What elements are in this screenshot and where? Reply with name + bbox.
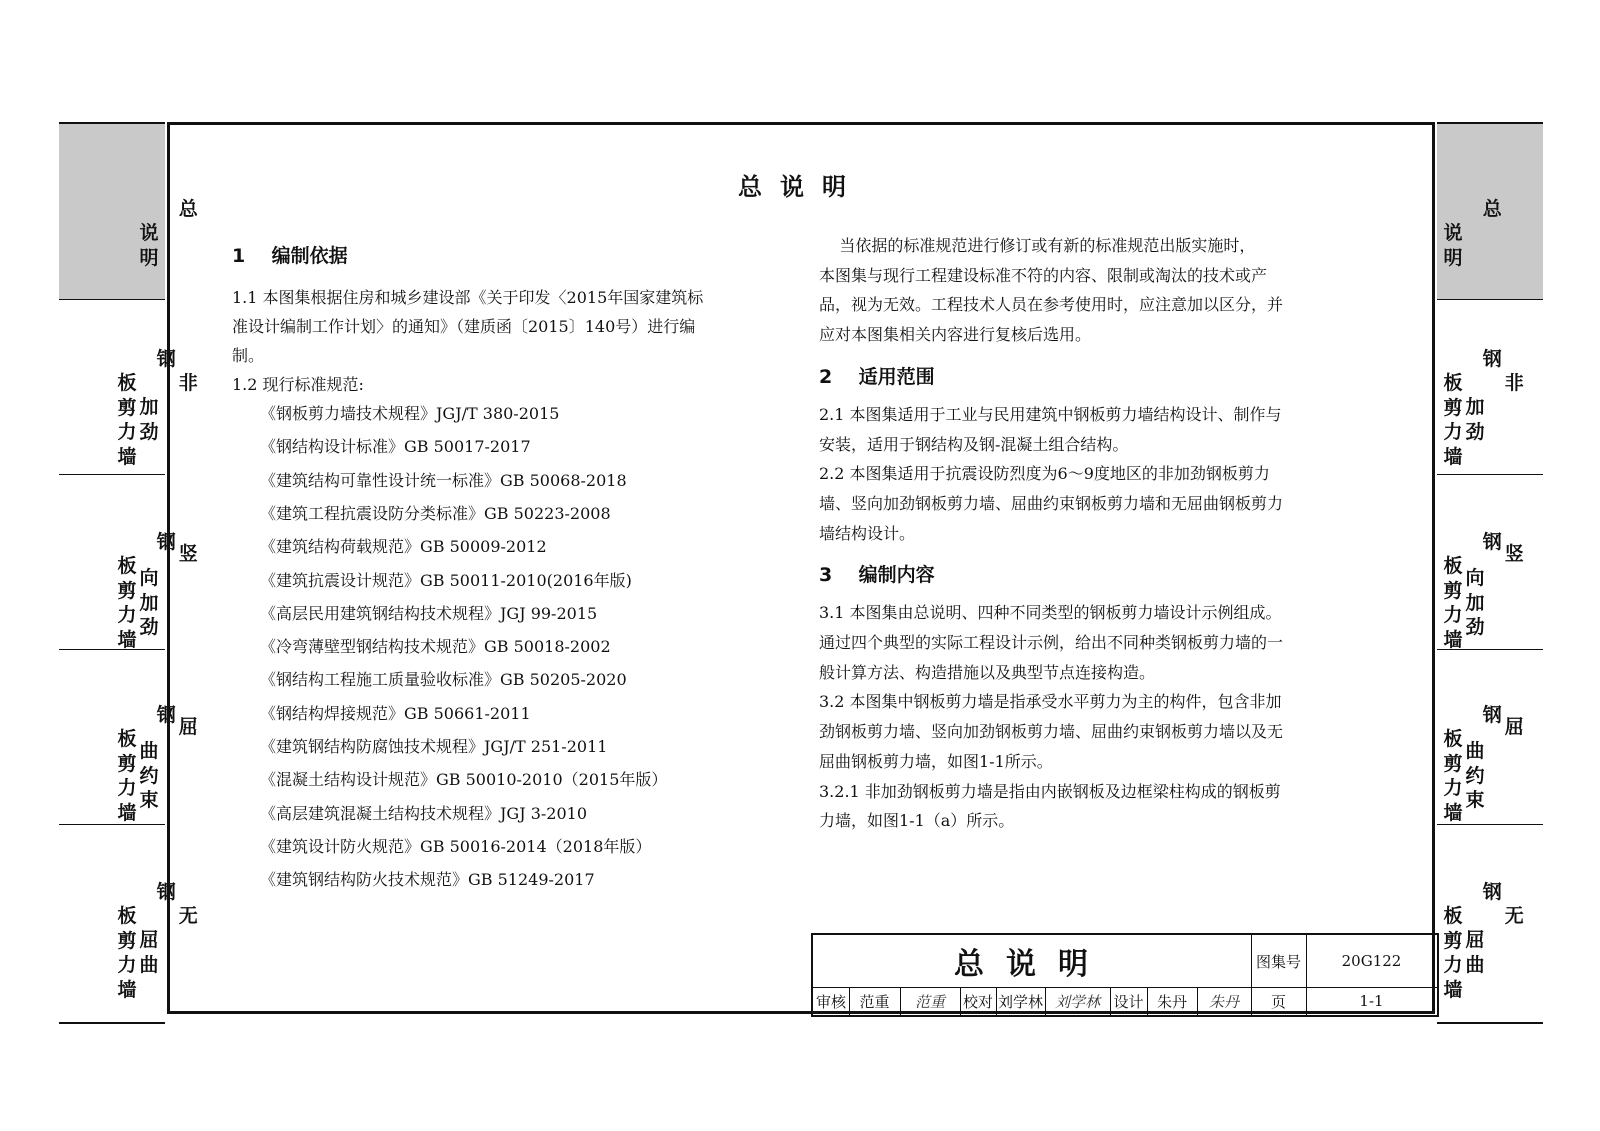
- tab-label-col1: 钢 板 剪 力 墙: [117, 880, 176, 1001]
- tab-label-col2: 屈 曲 约 束: [139, 715, 198, 811]
- left-tab-column: [59, 122, 198, 1024]
- tab-label-col1: 钢 板 剪 力 墙: [1443, 880, 1502, 1001]
- drawing-frame: [167, 122, 1435, 1014]
- tab-general-notes[interactable]: [59, 124, 198, 299]
- paragraph-line: 屈曲钢板剪力墙，如图1-1所示。: [819, 751, 1053, 771]
- designer-signature: 朱丹: [1208, 992, 1239, 1011]
- title-block: [811, 933, 1439, 1017]
- checker-signature: 刘学林: [1054, 992, 1100, 1011]
- standard-item: 《冷弯薄壁型钢结构技术规范》GB 50018-2002: [260, 637, 611, 657]
- atlas-number: 20G122: [1341, 952, 1402, 970]
- tab-non-buckling[interactable]: [59, 824, 198, 1020]
- paragraph-line: 3.2.1 非加劲钢板剪力墙是指由内嵌钢板及边框梁柱构成的钢板剪: [819, 781, 1281, 801]
- paragraph-line: 当依据的标准规范进行修订或有新的标准规范出版实施时，: [819, 236, 1256, 255]
- check-label: 校对: [962, 992, 993, 1011]
- standard-item: 《建筑钢结构防腐蚀技术规程》JGJ/T 251-2011: [260, 737, 608, 756]
- page-number: 1-1: [1359, 992, 1384, 1010]
- tab-label: 总 说 明: [1443, 197, 1502, 269]
- tab-buckling-restrained[interactable]: [1437, 649, 1543, 824]
- paragraph-line: 通过四个典型的实际工程设计示例，给出不同种类钢板剪力墙的一: [819, 633, 1284, 652]
- standard-item: 《高层建筑混凝土结构技术规程》JGJ 3-2010: [260, 803, 588, 823]
- paragraph-line: 1.2 现行标准规范:: [232, 375, 364, 394]
- atlas-number-label: 图集号: [1255, 952, 1301, 971]
- paragraph-line: 劲钢板剪力墙、竖向加劲钢板剪力墙、屈曲约束钢板剪力墙以及无: [819, 722, 1284, 742]
- standard-item: 《高层民用建筑钢结构技术规程》JGJ 99-2015: [260, 603, 598, 623]
- standard-item: 《建筑抗震设计规范》GB 50011-2010(2016年版): [260, 570, 632, 590]
- tab-label-col2: 非 加 劲: [139, 371, 198, 443]
- paragraph-line: 墙结构设计。: [819, 523, 916, 543]
- tab-label-col2: 屈 曲 约 束: [1465, 715, 1524, 811]
- tab-unstiffened[interactable]: [59, 299, 198, 474]
- right-tab-column: [1437, 122, 1543, 1024]
- tab-label-col2: 竖 向 加 劲: [1465, 542, 1524, 638]
- standard-item: 《混凝土结构设计规范》GB 50010-2010（2015年版）: [260, 770, 668, 790]
- tab-label-col1: 钢 板 剪 力 墙: [117, 530, 176, 651]
- paragraph-line: 品，视为无效。工程技术人员在参考使用时，应注意加以区分，并: [819, 295, 1284, 315]
- paragraph-line: 应对本图集相关内容进行复核后选用。: [819, 325, 1092, 345]
- tab-label: 总 说 明: [139, 197, 198, 269]
- standard-item: 《建筑钢结构防火技术规范》GB 51249-2017: [260, 870, 595, 890]
- reviewer-signature: 范重: [914, 992, 945, 1011]
- paragraph-line: 3.1 本图集由总说明、四种不同类型的钢板剪力墙设计示例组成。: [819, 603, 1282, 623]
- standard-item: 《钢结构焊接规范》GB 50661-2011: [260, 703, 531, 723]
- paragraph-line: 安装，适用于钢结构及钢-混凝土组合结构。: [819, 434, 1129, 454]
- paragraph-line: 制。: [232, 346, 265, 365]
- tab-label-col1: 钢 板 剪 力 墙: [1443, 703, 1502, 824]
- tab-general-notes[interactable]: [1437, 124, 1543, 299]
- standard-item: 《建筑工程抗震设防分类标准》GB 50223-2008: [260, 503, 611, 523]
- standard-item: 《钢板剪力墙技术规程》JGJ/T 380-2015: [260, 404, 560, 423]
- review-label: 审核: [815, 992, 846, 1011]
- reviewer-name: 范重: [859, 992, 890, 1011]
- section-heading: 2 适用范围: [819, 365, 935, 388]
- tab-label-col1: 钢 板 剪 力 墙: [117, 703, 176, 824]
- tab-vertical-stiffened[interactable]: [1437, 474, 1543, 649]
- standard-item: 《建筑结构荷载规范》GB 50009-2012: [260, 537, 547, 557]
- standard-item: 《钢结构设计标准》GB 50017-2017: [260, 437, 531, 457]
- paragraph-line: 1.1 本图集根据住房和城乡建设部《关于印发〈2015年国家建筑标: [232, 288, 704, 307]
- designer-name: 朱丹: [1156, 992, 1187, 1011]
- page-title: 总说明: [738, 173, 864, 201]
- tab-non-buckling[interactable]: [1437, 824, 1543, 1020]
- tab-label-col2: 无 屈 曲: [139, 904, 198, 976]
- tab-buckling-restrained[interactable]: [59, 649, 198, 824]
- page-label: 页: [1270, 992, 1286, 1011]
- paragraph-line: 2.1 本图集适用于工业与民用建筑中钢板剪力墙结构设计、制作与: [819, 404, 1282, 424]
- paragraph-line: 本图集与现行工程建设标准不符的内容、限制或淘汰的技术或产: [819, 265, 1268, 285]
- paragraph-line: 3.2 本图集中钢板剪力墙是指承受水平剪力为主的构件，包含非加: [819, 692, 1282, 712]
- standard-item: 《建筑设计防火规范》GB 50016-2014（2018年版）: [260, 836, 652, 856]
- paragraph-line: 般计算方法、构造措施以及典型节点连接构造。: [819, 662, 1156, 682]
- tab-label-col1: 钢 板 剪 力 墙: [1443, 530, 1502, 651]
- checker-name: 刘学林: [997, 992, 1043, 1011]
- design-label: 设计: [1113, 992, 1144, 1011]
- paragraph-line: 力墙，如图1-1（a）所示。: [819, 811, 1015, 831]
- tab-label-col2: 竖 向 加 劲: [139, 542, 198, 638]
- tab-label-col1: 钢 板 剪 力 墙: [117, 347, 176, 468]
- section-heading: 1 编制依据: [232, 245, 348, 267]
- standard-item: 《钢结构工程施工质量验收标准》GB 50205-2020: [260, 670, 627, 690]
- paragraph-line: 墙、竖向加劲钢板剪力墙、屈曲约束钢板剪力墙和无屈曲钢板剪力: [819, 493, 1284, 513]
- tab-unstiffened[interactable]: [1437, 299, 1543, 474]
- tab-label-col1: 钢 板 剪 力 墙: [1443, 347, 1502, 468]
- tab-label-col2: 非 加 劲: [1465, 371, 1524, 443]
- paragraph-line: 准设计编制工作计划〉的通知》（建质函〔2015〕140号）进行编: [232, 317, 696, 336]
- title-block-title: 总说明: [954, 947, 1110, 982]
- paragraph-line: 2.2 本图集适用于抗震设防烈度为6～9度地区的非加劲钢板剪力: [819, 464, 1270, 484]
- section-heading: 3 编制内容: [819, 564, 935, 587]
- tab-vertical-stiffened[interactable]: [59, 474, 198, 651]
- tab-label-col2: 无 屈 曲: [1465, 904, 1524, 976]
- standard-item: 《建筑结构可靠性设计统一标准》GB 50068-2018: [260, 470, 627, 490]
